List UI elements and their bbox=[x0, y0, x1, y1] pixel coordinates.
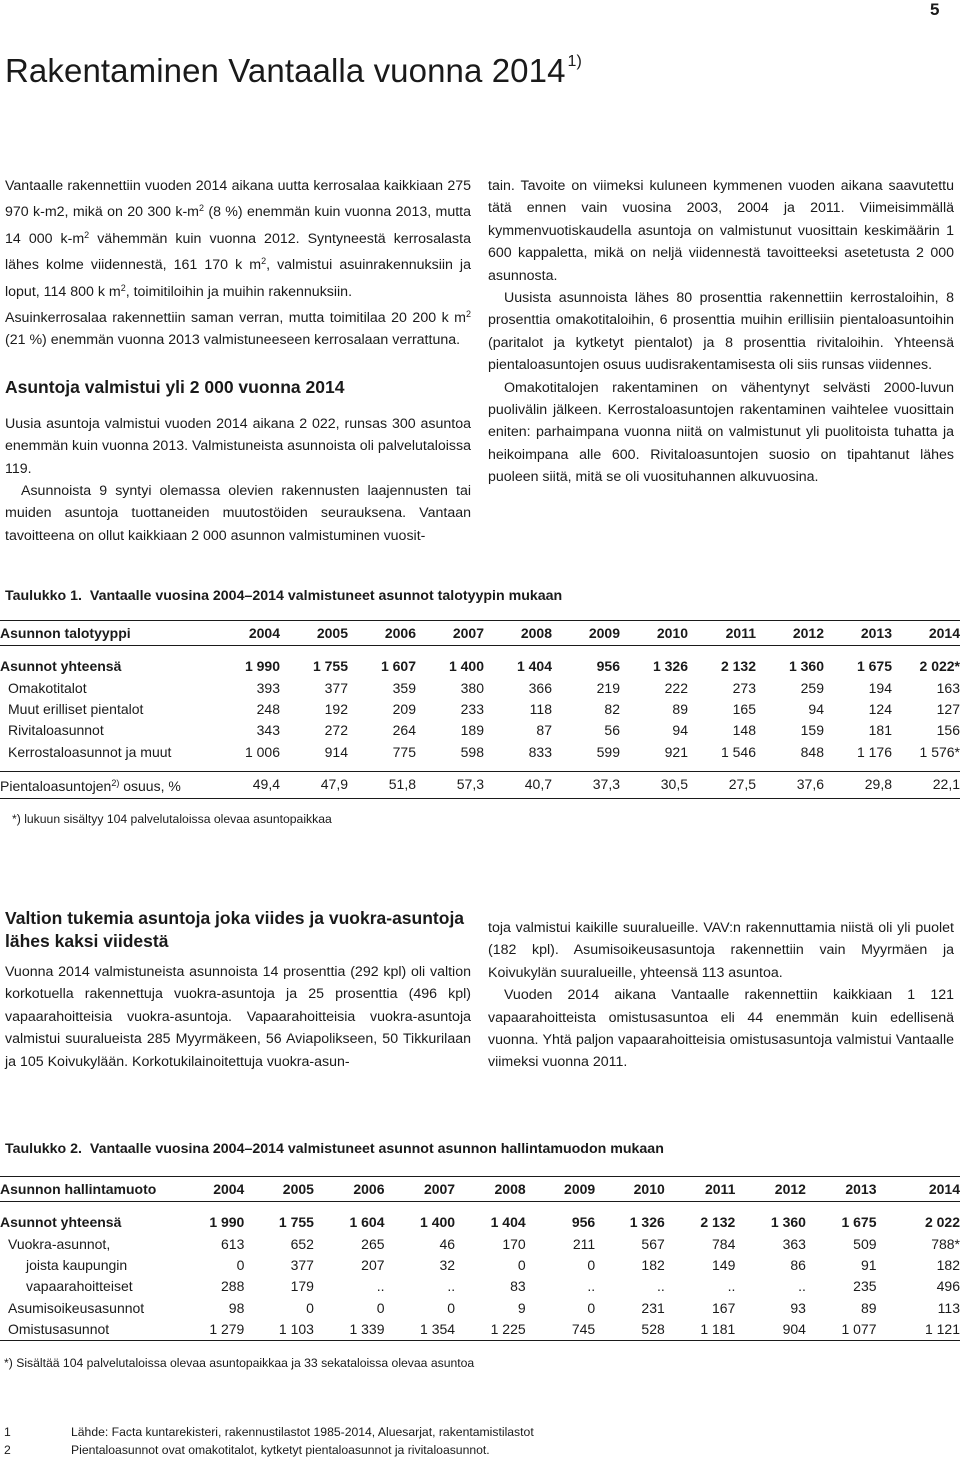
table-cell: 235 bbox=[853, 1278, 877, 1295]
table-cell: 83 bbox=[510, 1278, 526, 1295]
table-row-label: Omakotitalot bbox=[8, 679, 87, 696]
table-row bbox=[0, 677, 960, 698]
table-row-label: Asunnot yhteensä bbox=[0, 658, 122, 675]
table-cell: 46 bbox=[439, 1235, 456, 1252]
table-cell: 0 bbox=[587, 1299, 596, 1316]
intro-left-column bbox=[5, 175, 471, 547]
page-title-text: Rakentaminen Vantaalla vuonna 2014 bbox=[5, 52, 566, 89]
table-row bbox=[0, 1233, 960, 1254]
table-cell: 956 bbox=[571, 1214, 596, 1231]
table-cell: 0 bbox=[236, 1256, 245, 1273]
table-cell: 56 bbox=[604, 722, 620, 739]
table-cell: 599 bbox=[596, 743, 620, 760]
table-row bbox=[0, 1298, 960, 1319]
table-cell: 366 bbox=[528, 679, 552, 696]
table-cell: 124 bbox=[868, 700, 892, 717]
table1-header-cell: 2006 bbox=[348, 621, 416, 646]
table2-header-row bbox=[0, 1177, 960, 1202]
table1-header-cell: 2010 bbox=[620, 621, 688, 646]
table2-header-cell: 2007 bbox=[385, 1177, 456, 1202]
paragraph-trends: Omakotitalojen rakentaminen on vähentynyt selvästi 2000-luvun puolivälin jälkeen. Kerrostaloasuntojen rakentaminen vaihtelee vuosittain eniten: parhaimpana vuonna niitä on valmistunut yli puolitoista tuhatta ja heikoimpana alle 600. Rivitaloasuntojen suosio on tipahtanut lähes puoleen siitä, mitä se oli vuosituhannen alkuvuosina. bbox=[488, 379, 954, 486]
paragraph-vav: toja valmistui kaikille suuralueille. VAV:n rakennuttamia niistä oli yli puolet (182 kpl). Asumisoikeusasuntoja rakennettiin vain Myyrmäen ja Koivukylän suuralueille, yhteensä 113 asuntoa. bbox=[488, 920, 954, 981]
table-cell: 359 bbox=[392, 679, 416, 696]
table-cell: 189 bbox=[460, 722, 484, 739]
page-title bbox=[5, 52, 582, 90]
table-cell: 1 181 bbox=[665, 1319, 736, 1341]
table-cell: 567 bbox=[641, 1235, 665, 1252]
table-cell: 37,6 bbox=[756, 771, 824, 798]
table-cell: 94 bbox=[672, 722, 688, 739]
table-cell: 209 bbox=[392, 700, 416, 717]
table-cell: 1 400 bbox=[448, 658, 484, 675]
table-cell: 613 bbox=[221, 1235, 245, 1252]
table-cell: 788* bbox=[931, 1235, 960, 1252]
table-cell: 0 bbox=[587, 1256, 596, 1273]
table-cell: 1 279 bbox=[199, 1319, 244, 1341]
table-cell: 1 339 bbox=[314, 1319, 385, 1341]
table-cell: 598 bbox=[460, 743, 484, 760]
table-cell: 1 576* bbox=[919, 743, 960, 760]
table-cell: 182 bbox=[936, 1256, 960, 1273]
table2-header-cell: 2004 bbox=[199, 1177, 244, 1202]
table-cell: 149 bbox=[712, 1256, 736, 1273]
table2-header-cell: 2009 bbox=[526, 1177, 596, 1202]
table1-header-cell: 2007 bbox=[416, 621, 484, 646]
table-row-label: Asunnot yhteensä bbox=[0, 1214, 122, 1231]
table-row-label: Omistusasunnot bbox=[0, 1319, 199, 1341]
table-row bbox=[0, 1212, 960, 1233]
table-cell: 165 bbox=[732, 700, 756, 717]
table-cell: 1 354 bbox=[385, 1319, 456, 1341]
table-cell: 509 bbox=[853, 1235, 877, 1252]
table-row-label: Muut erilliset pientalot bbox=[8, 700, 144, 717]
table-cell: 37,3 bbox=[552, 771, 620, 798]
table-cell: 528 bbox=[595, 1319, 665, 1341]
table-cell: 179 bbox=[290, 1278, 314, 1295]
table-cell: 0 bbox=[376, 1299, 385, 1316]
table-cell: 57,3 bbox=[416, 771, 484, 798]
footnote-1: 1 Lähde: Facta kuntarekisteri, rakennustilastot 1985-2014, Aluesarjat, rakentamistilastot bbox=[4, 1425, 534, 1439]
table-cell: .. bbox=[657, 1278, 665, 1295]
table-cell: 1 675 bbox=[856, 658, 892, 675]
table-row-label bbox=[0, 771, 205, 798]
table-row-label: Kerrostaloasunnot ja muut bbox=[8, 743, 172, 760]
table1-header-cell: 2009 bbox=[552, 621, 620, 646]
table-cell: 182 bbox=[641, 1256, 665, 1273]
table-row bbox=[0, 720, 960, 741]
table-cell: 652 bbox=[290, 1235, 314, 1252]
paragraph-building-types: Uusista asunnoista lähes 80 prosenttia rakennettiin kerrostaloihin, 8 prosenttia omakotitaloihin, 6 prosenttia muihin erillisiin pientaloasuntoihin (paritalot ja kytketyt pientalot) ja 8 prosenttia rivitaloihin. Yhteensä pientaloasuntojen osuus uudisrakentamisesta oli siis runsas viidennes. bbox=[488, 290, 954, 374]
table2-header-cell: 2010 bbox=[595, 1177, 665, 1202]
paragraph-floor-area: Vantaalle rakennettiin vuoden 2014 aikana uutta kerrosalaa kaikkiaan 275 970 k-m2, mikä on 20 300 $k-m^2$ (8 %) enemmän kuin vuonna 2013, mutta 14 000 $k-m^2$ vähemmän kuin vuonna 2012. Syntyneestä kerrosalasta lähes kolme viidennestä, 161 170 k $m^2$, valmistui asuinrakennuksiin ja loput, 114 800 k $m^2$, toimitiloihin ja muihin rakennuksiin. bbox=[5, 178, 471, 300]
table-cell: 496 bbox=[936, 1278, 960, 1295]
table-cell: 94 bbox=[808, 700, 824, 717]
table-cell: 248 bbox=[256, 700, 280, 717]
table-cell: 2 022 bbox=[924, 1214, 960, 1231]
table1-header-cell: 2012 bbox=[756, 621, 824, 646]
table-cell: 0 bbox=[306, 1299, 314, 1316]
table2-spacer-cell bbox=[0, 1202, 960, 1213]
table-row-label: Vuokra-asunnot, bbox=[8, 1235, 111, 1252]
table-cell: 51,8 bbox=[348, 771, 416, 798]
table-cell: 1 077 bbox=[806, 1319, 877, 1341]
table-cell: 343 bbox=[256, 722, 280, 739]
table1-spacer-cell bbox=[0, 763, 960, 772]
table-cell: 377 bbox=[324, 679, 348, 696]
table-cell: 848 bbox=[800, 743, 824, 760]
table-cell: 32 bbox=[439, 1256, 456, 1273]
footnote-2: 2 Pientaloasunnot ovat omakotitalot, kytketyt pientaloasunnot ja rivitaloasunnot. bbox=[4, 1443, 490, 1457]
table-row-label: Rivitaloasunnot bbox=[8, 722, 104, 739]
table2-header-cell: 2005 bbox=[244, 1177, 314, 1202]
table-cell: 118 bbox=[529, 700, 552, 717]
table-cell: 181 bbox=[868, 722, 892, 739]
table-row bbox=[0, 771, 960, 798]
table-cell: 1 121 bbox=[877, 1319, 960, 1341]
table-cell: .. bbox=[727, 1278, 736, 1295]
table-cell: 27,5 bbox=[688, 771, 756, 798]
table1-header-row bbox=[0, 621, 960, 646]
table1-spacer-row bbox=[0, 763, 960, 772]
table1-header-cell: 2005 bbox=[280, 621, 348, 646]
table-row bbox=[0, 742, 960, 763]
table-cell: 93 bbox=[790, 1299, 806, 1316]
paragraph-new-dwellings: Uusia asuntoja valmistui vuoden 2014 aikana 2 022, runsas 300 asuntoa enemmän kuin vuonna 2013. Valmistuneista asunnoista oli palvelutaloissa 119. bbox=[5, 415, 471, 477]
table-cell: 22,1 bbox=[892, 771, 960, 798]
table1-spacer-row bbox=[0, 646, 960, 657]
table2-header-cell: 2008 bbox=[455, 1177, 526, 1202]
table-cell: 222 bbox=[664, 679, 688, 696]
table-cell: 377 bbox=[290, 1256, 314, 1273]
table-cell: 363 bbox=[782, 1235, 806, 1252]
table-cell: 1 990 bbox=[209, 1214, 245, 1231]
table-cell: 914 bbox=[324, 743, 348, 760]
page-number: 5 bbox=[930, 0, 940, 19]
paragraph-residential-floor-area: Asuinkerrosalaa rakennettiin saman verran, mutta toimitilaa 20 200 k $m^2$ (21 %) enemmän vuonna 2013 valmistuneeseen kerrosalaan verrattuna. bbox=[5, 309, 471, 349]
table-cell: 159 bbox=[800, 722, 824, 739]
table-cell: 745 bbox=[526, 1319, 596, 1341]
table-cell: 1 755 bbox=[278, 1214, 314, 1231]
paragraph-target: tain. Tavoite on viimeksi kuluneen kymmenen vuoden aikana saavutettu tätä ennen vain vuosina 2003, 2004 ja 2011. Viimeisimmällä kymmenvuotiskaudella asuntoja on valmistunut vuosittain keskimäärin 1 600 kappaletta, mikä on neljä viidennestä tavoitteeksi asetetusta 2 000 asunnosta. bbox=[488, 178, 954, 284]
table-row bbox=[0, 656, 960, 677]
table-cell: .. bbox=[376, 1278, 385, 1295]
table-cell: 264 bbox=[392, 722, 416, 739]
table-cell: 0 bbox=[517, 1256, 526, 1273]
table-row bbox=[0, 1255, 960, 1276]
paragraph-owner-occupied: Vuoden 2014 aikana Vantaalle rakennettiin kaikkiaan 1 121 vapaarahoitteista omistusasuntoa eli 44 enemmän kuin edellisenä vuonna. Yhtä paljon vapaarahoitteisia omistusasuntoja valmistui Vantaalle viimeksi vuonna 2011. bbox=[488, 987, 954, 1071]
table-cell: 1 404 bbox=[490, 1214, 526, 1231]
table1-spacer-cell bbox=[0, 646, 960, 657]
table-cell: 40,7 bbox=[484, 771, 552, 798]
table-cell: 1 604 bbox=[349, 1214, 385, 1231]
table-cell: 2 132 bbox=[700, 1214, 736, 1231]
table-cell: 98 bbox=[228, 1299, 245, 1316]
table-cell: 784 bbox=[712, 1235, 736, 1252]
table-cell: 288 bbox=[221, 1278, 245, 1295]
table2-spacer-row bbox=[0, 1202, 960, 1213]
table1-header-cell: 2008 bbox=[484, 621, 552, 646]
table-row bbox=[0, 1276, 960, 1297]
table-cell: 87 bbox=[536, 722, 552, 739]
table-cell: 192 bbox=[324, 700, 348, 717]
table2-header-cell: 2006 bbox=[314, 1177, 385, 1202]
table-cell: 113 bbox=[937, 1299, 960, 1316]
table-row bbox=[0, 699, 960, 720]
table-cell: 163 bbox=[936, 679, 960, 696]
table-cell: 259 bbox=[800, 679, 824, 696]
share-label-a: Pientaloasuntojen bbox=[0, 777, 112, 794]
table-cell: 1 675 bbox=[841, 1214, 877, 1231]
table-cell: 1 990 bbox=[244, 658, 280, 675]
table-cell: 393 bbox=[256, 679, 280, 696]
table-cell: 207 bbox=[361, 1256, 385, 1273]
section-heading-subsidy: Valtion tukemia asuntoja joka viides ja vuokra-asuntoja lähes kaksi viidestä bbox=[5, 908, 465, 951]
table-cell: 89 bbox=[860, 1299, 877, 1316]
table-cell: 1 546 bbox=[720, 743, 756, 760]
table1-caption: Taulukko 1. Vantaalle vuosina 2004–2014 valmistuneet asunnot talotyypin mukaan bbox=[5, 588, 563, 604]
table-cell: 231 bbox=[641, 1299, 665, 1316]
table-cell: 956 bbox=[596, 658, 620, 675]
table-cell: 1 225 bbox=[455, 1319, 526, 1341]
table-cell: 91 bbox=[860, 1256, 877, 1273]
share-label-sup: 2) bbox=[111, 777, 120, 788]
table-cell: 1 006 bbox=[244, 743, 280, 760]
table-row bbox=[0, 1319, 960, 1341]
table-cell: .. bbox=[798, 1278, 806, 1295]
table-cell: 1 326 bbox=[652, 658, 688, 675]
table1-header-cell: Asunnon talotyyppi bbox=[0, 621, 205, 646]
table2-header-cell: 2014 bbox=[877, 1177, 960, 1202]
table-cell: 904 bbox=[735, 1319, 806, 1341]
table-cell: 89 bbox=[672, 700, 688, 717]
table-cell: 1 326 bbox=[629, 1214, 665, 1231]
table2-header-cell: 2011 bbox=[665, 1177, 736, 1202]
table1-header-cell: 2004 bbox=[205, 621, 280, 646]
table-cell: 921 bbox=[664, 743, 688, 760]
table-cell: 1 755 bbox=[312, 658, 348, 675]
table-cell: 219 bbox=[596, 679, 620, 696]
table-cell: 170 bbox=[502, 1235, 526, 1252]
table-cell: 9 bbox=[517, 1299, 526, 1316]
table-row-label: Asumisoikeusasunnot bbox=[8, 1299, 145, 1316]
table2-caption: Taulukko 2. Vantaalle vuosina 2004–2014 valmistuneet asunnot asunnon hallintamuodon mukaan bbox=[5, 1141, 664, 1157]
paragraph-rental: Vuonna 2014 valmistuneista asunnoista 14 prosenttia (292 kpl) oli valtion korkotuella rakennettuja vuokra-asuntoja ja 25 prosenttia (496 kpl) vapaarahoitteisia vuokra-asuntoja. Vapaarahoitteisia vuokra-asuntoja valmistui suuralueista 285 Myyrmäkeen, 56 Aviapolikseen, 50 Tikkurilaan ja 105 Koivukylään. Korkotukilainoitettuja vuokra-asun- bbox=[5, 964, 471, 1070]
table1-header-cell: 2014 bbox=[892, 621, 960, 646]
table2-note: *) Sisältää 104 palvelutaloissa olevaa asuntopaikkaa ja 33 sekataloissa olevaa asuntoa bbox=[4, 1356, 475, 1370]
table-cell: 833 bbox=[528, 743, 552, 760]
table-cell: 233 bbox=[460, 700, 484, 717]
table-cell: 273 bbox=[732, 679, 756, 696]
table1-header-cell: 2011 bbox=[688, 621, 756, 646]
table2-header-cell: Asunnon hallintamuoto bbox=[0, 1177, 199, 1202]
table2-header-cell: 2013 bbox=[806, 1177, 877, 1202]
table-cell: 156 bbox=[936, 722, 960, 739]
table-cell: 148 bbox=[732, 722, 756, 739]
table-cell: 2 022* bbox=[919, 658, 960, 675]
table-cell: 2 132 bbox=[720, 658, 756, 675]
table1 bbox=[0, 620, 960, 799]
table2-header-cell: 2012 bbox=[735, 1177, 806, 1202]
table-cell: 82 bbox=[604, 700, 620, 717]
table-cell: 167 bbox=[712, 1299, 736, 1316]
table-cell: 49,4 bbox=[205, 771, 280, 798]
table2 bbox=[0, 1176, 960, 1341]
paragraph-extensions: Asunnoista 9 syntyi olemassa olevien rakennusten laajennusten tai muiden asuntoja tuottaneiden muutostöiden seurauksena. Vantaan tavoitteena on ollut kaikkiaan 2 000 asunnon valmistuminen vuosit- bbox=[5, 483, 471, 544]
table-cell: 1 360 bbox=[770, 1214, 806, 1231]
table-cell: 86 bbox=[790, 1256, 806, 1273]
section-heading-housing: Asuntoja valmistui yli 2 000 vuonna 2014 bbox=[5, 376, 345, 397]
table-cell: 29,8 bbox=[824, 771, 892, 798]
table-cell: 211 bbox=[572, 1235, 596, 1252]
table-cell: .. bbox=[587, 1278, 596, 1295]
footnotes bbox=[4, 1425, 954, 1461]
table-cell: 1 360 bbox=[788, 658, 824, 675]
table-cell: .. bbox=[447, 1278, 456, 1295]
table-cell: 1 404 bbox=[516, 658, 552, 675]
share-label-b: osuus, % bbox=[119, 777, 181, 794]
table-cell: 272 bbox=[324, 722, 348, 739]
table-row-label: vapaarahoitteiset bbox=[26, 1278, 133, 1295]
table-cell: 1 103 bbox=[244, 1319, 314, 1341]
table1-header-cell: 2013 bbox=[824, 621, 892, 646]
intro-right-column bbox=[488, 175, 954, 489]
table-cell: 265 bbox=[361, 1235, 385, 1252]
table-cell: 127 bbox=[936, 700, 960, 717]
table-cell: 47,9 bbox=[280, 771, 348, 798]
subsidy-left-column bbox=[5, 907, 471, 1073]
table-cell: 1 607 bbox=[380, 658, 416, 675]
table-row-label: joista kaupungin bbox=[26, 1256, 128, 1273]
table-cell: 380 bbox=[460, 679, 484, 696]
table1-note: *) lukuun sisältyy 104 palvelutaloissa olevaa asuntopaikkaa bbox=[12, 812, 332, 826]
table-cell: 1 400 bbox=[420, 1214, 456, 1231]
table-cell: 1 176 bbox=[856, 743, 892, 760]
table-cell: 30,5 bbox=[620, 771, 688, 798]
title-footnote-ref: 1) bbox=[567, 53, 582, 70]
subsidy-right-column bbox=[488, 917, 954, 1074]
table-cell: 775 bbox=[392, 743, 416, 760]
table-cell: 194 bbox=[868, 679, 892, 696]
table-cell: 0 bbox=[447, 1299, 456, 1316]
